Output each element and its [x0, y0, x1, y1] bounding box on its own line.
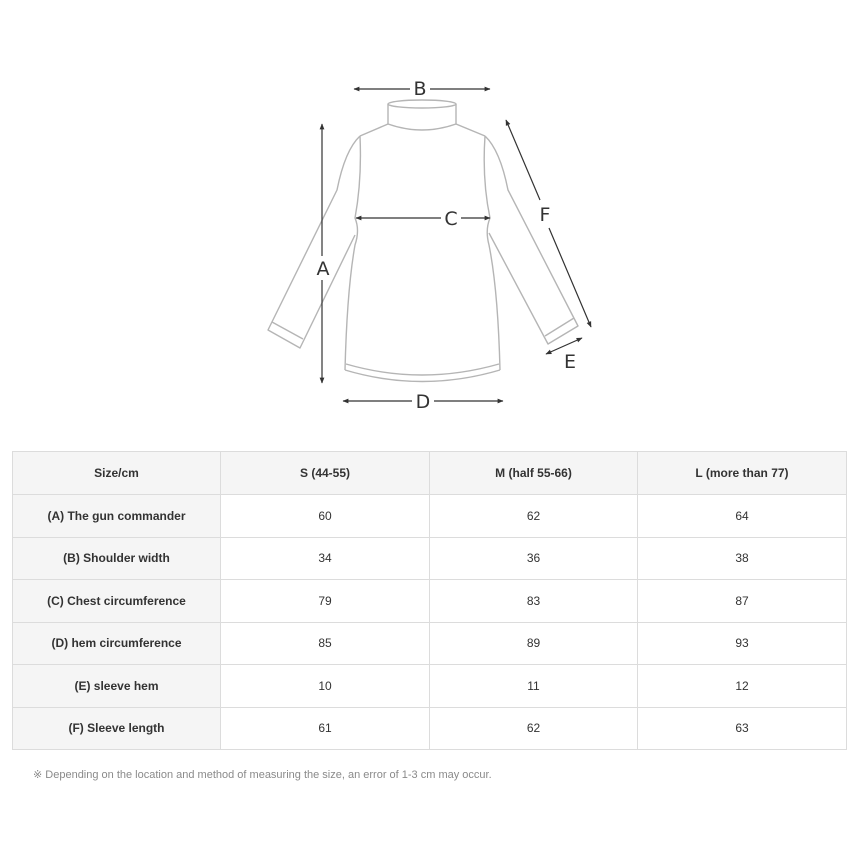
cell-value: 85 [221, 622, 430, 665]
hem [345, 370, 500, 382]
cell-value: 34 [221, 537, 430, 580]
left-sleeve [268, 136, 360, 348]
row-label: (B) Shoulder width [13, 537, 221, 580]
measurement-note: ※ Depending on the location and method of measuring the size, an error of 1-3 cm may occur. [33, 769, 492, 781]
cell-value: 10 [221, 665, 430, 708]
cell-value: 12 [638, 665, 847, 708]
cell-value: 63 [638, 707, 847, 750]
cell-value: 83 [430, 580, 638, 623]
garment-outline [268, 100, 578, 382]
row-label: (E) sleeve hem [13, 665, 221, 708]
arrow-f-bottom [549, 228, 591, 327]
size-chart-table [12, 451, 847, 750]
right-cuff-seam [545, 318, 574, 336]
left-side [345, 136, 360, 370]
row-label: (F) Sleeve length [13, 707, 221, 750]
table-row [13, 707, 847, 750]
label-a: A [316, 258, 330, 280]
header-size-s: S (44-55) [221, 452, 430, 495]
header-size-l: L (more than 77) [638, 452, 847, 495]
label-d: D [415, 391, 431, 413]
header-size-cm: Size/cm [13, 452, 221, 495]
label-e: E [563, 351, 577, 373]
label-f: F [539, 204, 551, 226]
row-label: (A) The gun commander [13, 495, 221, 538]
label-b: B [413, 78, 427, 100]
arrow-f-top [506, 120, 540, 200]
cell-value: 62 [430, 495, 638, 538]
row-label: (D) hem circumference [13, 622, 221, 665]
table-row [13, 622, 847, 665]
table-row [13, 495, 847, 538]
right-side [484, 136, 500, 370]
cell-value: 89 [430, 622, 638, 665]
table-row [13, 580, 847, 623]
cell-value: 36 [430, 537, 638, 580]
hem-seam [346, 364, 499, 375]
table-row [13, 537, 847, 580]
left-cuff-seam [272, 322, 303, 339]
cell-value: 38 [638, 537, 847, 580]
cell-value: 64 [638, 495, 847, 538]
collar-seam [388, 124, 456, 130]
table-row [13, 665, 847, 708]
cell-value: 11 [430, 665, 638, 708]
row-label: (C) Chest circumference [13, 580, 221, 623]
label-c: C [444, 208, 458, 230]
header-size-m: M (half 55-66) [430, 452, 638, 495]
right-sleeve [485, 136, 578, 344]
cell-value: 60 [221, 495, 430, 538]
cell-value: 79 [221, 580, 430, 623]
cell-value: 93 [638, 622, 847, 665]
cell-value: 87 [638, 580, 847, 623]
cell-value: 62 [430, 707, 638, 750]
collar-opening [388, 100, 456, 108]
table-header-row [13, 452, 847, 495]
cell-value: 61 [221, 707, 430, 750]
